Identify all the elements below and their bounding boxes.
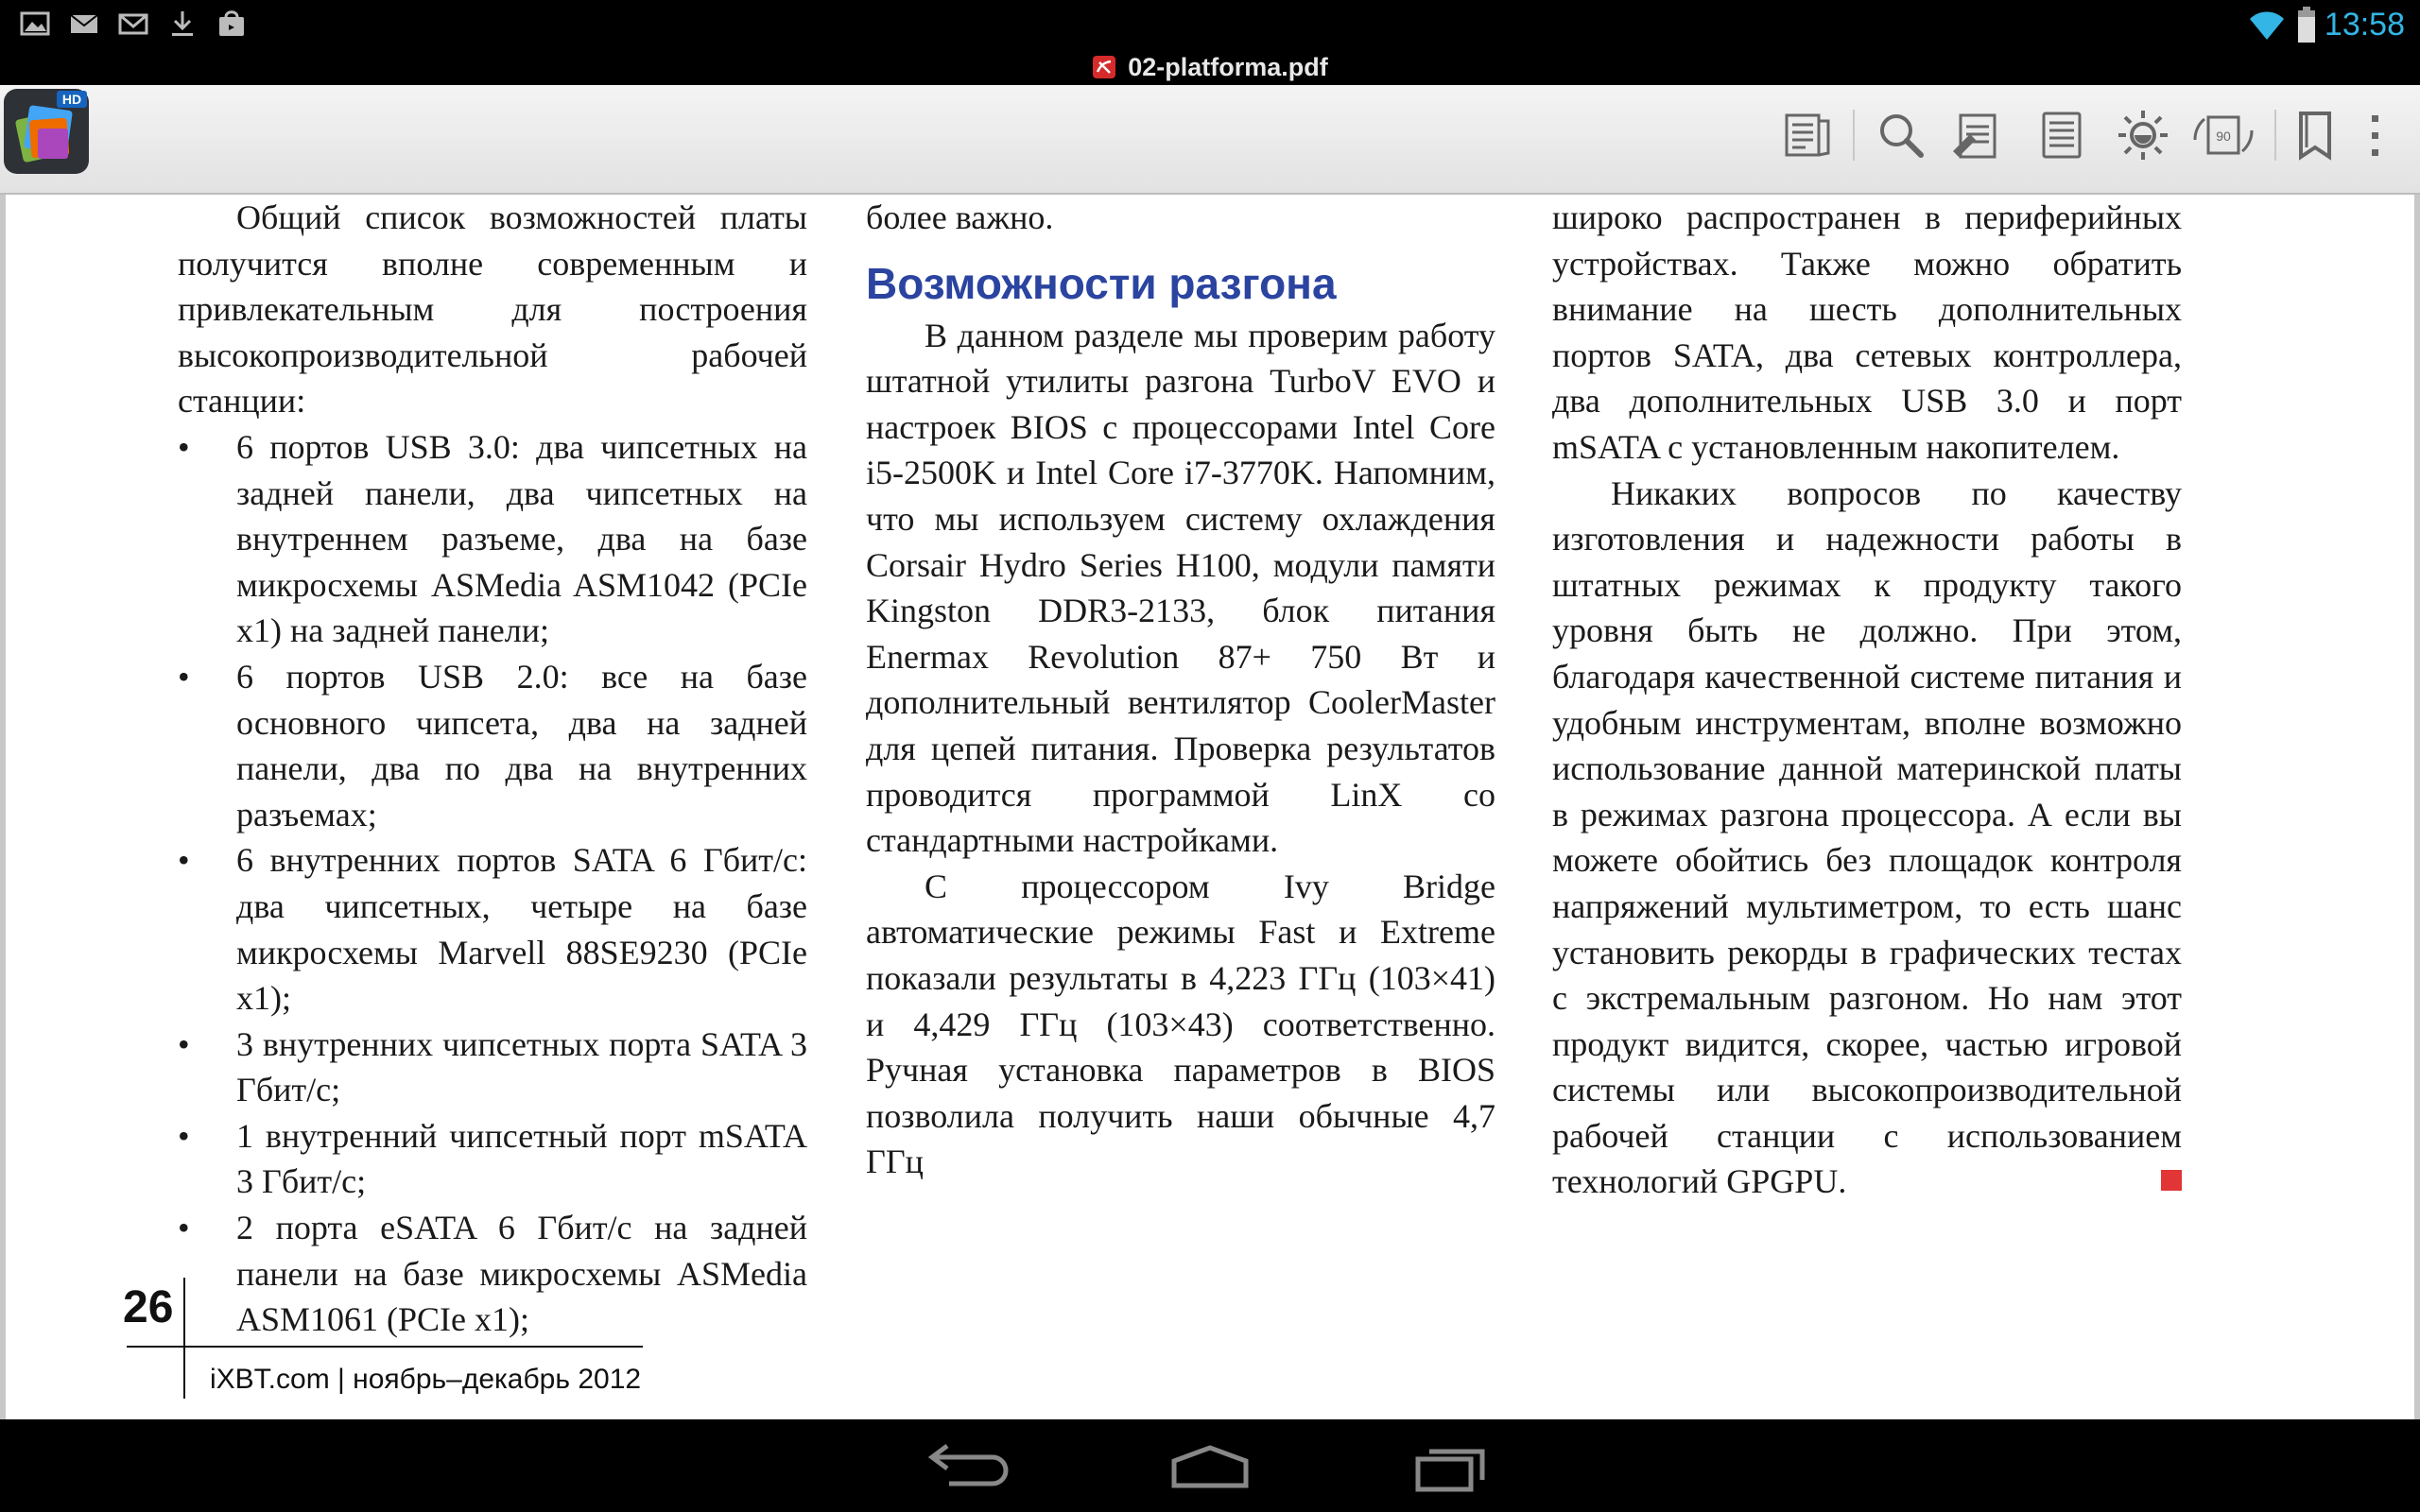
list-item: • 6 портов USB 3.0: два чипсетных на задней панели, два чипсетных на внутреннем разъеме, два на базе микросхемы ASMedia ASM1042 (PCIe x1) на задней панели; — [178, 424, 807, 654]
feature-list — [178, 424, 807, 1343]
document-title: 02-platforma.pdf — [1128, 53, 1328, 81]
toolbar-separator — [2274, 110, 2276, 161]
rotate-icon[interactable] — [2191, 106, 2256, 164]
bullet: • — [178, 1209, 190, 1247]
view-mode-icon[interactable] — [1777, 106, 1836, 164]
footer-divider — [183, 1278, 185, 1399]
hd-badge: HD — [61, 92, 82, 107]
bullet: • — [178, 1024, 190, 1063]
pdf-page[interactable] — [0, 195, 2420, 1419]
paragraph: В данном разделе мы проверим работу штатной утилиты разгона TurboV EVO и настроек BIOS с процессорами Intel Core i5-2500K и Intel Core i7-3770K. Напомним, что мы используем систему охлаждения Corsair Hydro Series H100, модули памяти Kingston DDR3-2133, блок питания Enermax Revolution 87+ 750 Вт и дополнительный вентилятор CoolerMaster для цепей питания. Проверка результатов проводится программой LinX со стандартными настройками. — [866, 316, 1495, 860]
gmail-icon — [117, 8, 149, 40]
navigation-bar — [0, 1419, 2420, 1512]
app-logo[interactable] — [2, 87, 91, 176]
bullet: • — [178, 657, 190, 696]
list-item: • 6 внутренних портов SATA 6 Гбит/с: два чипсетных, четыре на базе микросхемы Marvell 88SE9230 (PCIe x1); — [178, 837, 807, 1021]
battery-icon — [2295, 6, 2318, 43]
paragraph: С процессором Ivy Bridge автоматические режимы Fast и Extreme показали результаты в 4,223 ГГц (103×41) и 4,429 ГГц (103×43) соответственно. Ручная установка параметров в BIOS позволила получить наши обычные 4,7 ГГц — [866, 867, 1495, 1181]
paragraph: более важно. — [866, 198, 1054, 236]
end-of-article-mark — [2161, 1170, 2182, 1191]
status-bar — [0, 0, 2420, 49]
title-bar — [0, 49, 2420, 85]
bullet: • — [178, 841, 190, 880]
toolbar — [0, 85, 2420, 195]
search-icon[interactable] — [1872, 106, 1930, 164]
page-number: 26 — [123, 1282, 174, 1332]
text-column-2 — [866, 195, 1495, 1185]
list-item: • 3 внутренних чипсетных порта SATA 3 Гбит/с; — [178, 1022, 807, 1113]
paragraph: Никаких вопросов по качеству изготовления и надежности работы в штатных режимах к продукту такого уровня быть не должно. При этом, благодаря качественной системе питания и удобным инструментам, вполне возможно использование данной материнской платы в режимах разгона процессора. А если вы можете обойтись без площадок контроля напряжений мультиметром, то есть шанс установить рекорды в графических тестах с экстремальным разгоном. Но нам этот продукт видится, скорее, частью игровой системы или высокопроизводительной рабочей станции с использованием технологий GPGPU. — [1552, 473, 2182, 1201]
rotate-label: 90 — [2216, 129, 2231, 144]
section-heading: Возможности разгона — [866, 258, 1337, 308]
text-column-3 — [1552, 195, 2182, 1205]
list-item: • 1 внутренний чипсетный порт mSATA 3 Гбит/с; — [178, 1113, 807, 1205]
download-icon — [166, 8, 199, 40]
list-item: • 6 портов USB 2.0: все на базе основного чипсета, два на задней панели, два по два на внутренних разъемах; — [178, 654, 807, 837]
shopping-bag-icon — [216, 8, 248, 40]
paragraph: Общий список возможностей платы получится вполне современным и привлекательным для построения высокопроизводительной рабочей станции: — [178, 198, 807, 421]
gallery-icon — [19, 8, 51, 40]
overflow-menu-icon[interactable] — [2363, 106, 2386, 164]
brightness-icon[interactable] — [2114, 106, 2172, 164]
clock: 13:58 — [2324, 7, 2405, 43]
list-item: • 2 порта eSATA 6 Гбит/с на задней панели на базе микросхемы ASMedia ASM1061 (PCIe x1); — [178, 1205, 807, 1343]
annotate-icon[interactable] — [1947, 106, 2006, 164]
bullet: • — [178, 427, 190, 466]
reflow-icon[interactable] — [2032, 106, 2091, 164]
mail-icon — [68, 8, 100, 40]
recent-apps-icon[interactable] — [1395, 1438, 1509, 1495]
bookmarks-icon[interactable] — [2288, 106, 2346, 164]
pdf-file-icon — [1092, 55, 1116, 79]
paragraph: широко распространен в периферийных устройствах. Также можно обратить внимание на шесть дополнительных портов SATA, два сетевых контроллера, два дополнительных USB 3.0 и порт mSATA с установленным накопителем. — [1552, 198, 2182, 466]
publication-footer: iXBT.com | ноябрь–декабрь 2012 — [210, 1364, 642, 1395]
bullet: • — [178, 1116, 190, 1155]
text-column-1 — [178, 195, 807, 1343]
wifi-icon — [2248, 6, 2286, 43]
back-icon[interactable] — [911, 1438, 1025, 1495]
footer-rule — [127, 1346, 643, 1348]
toolbar-separator — [1853, 110, 1855, 161]
home-icon[interactable] — [1153, 1438, 1267, 1495]
